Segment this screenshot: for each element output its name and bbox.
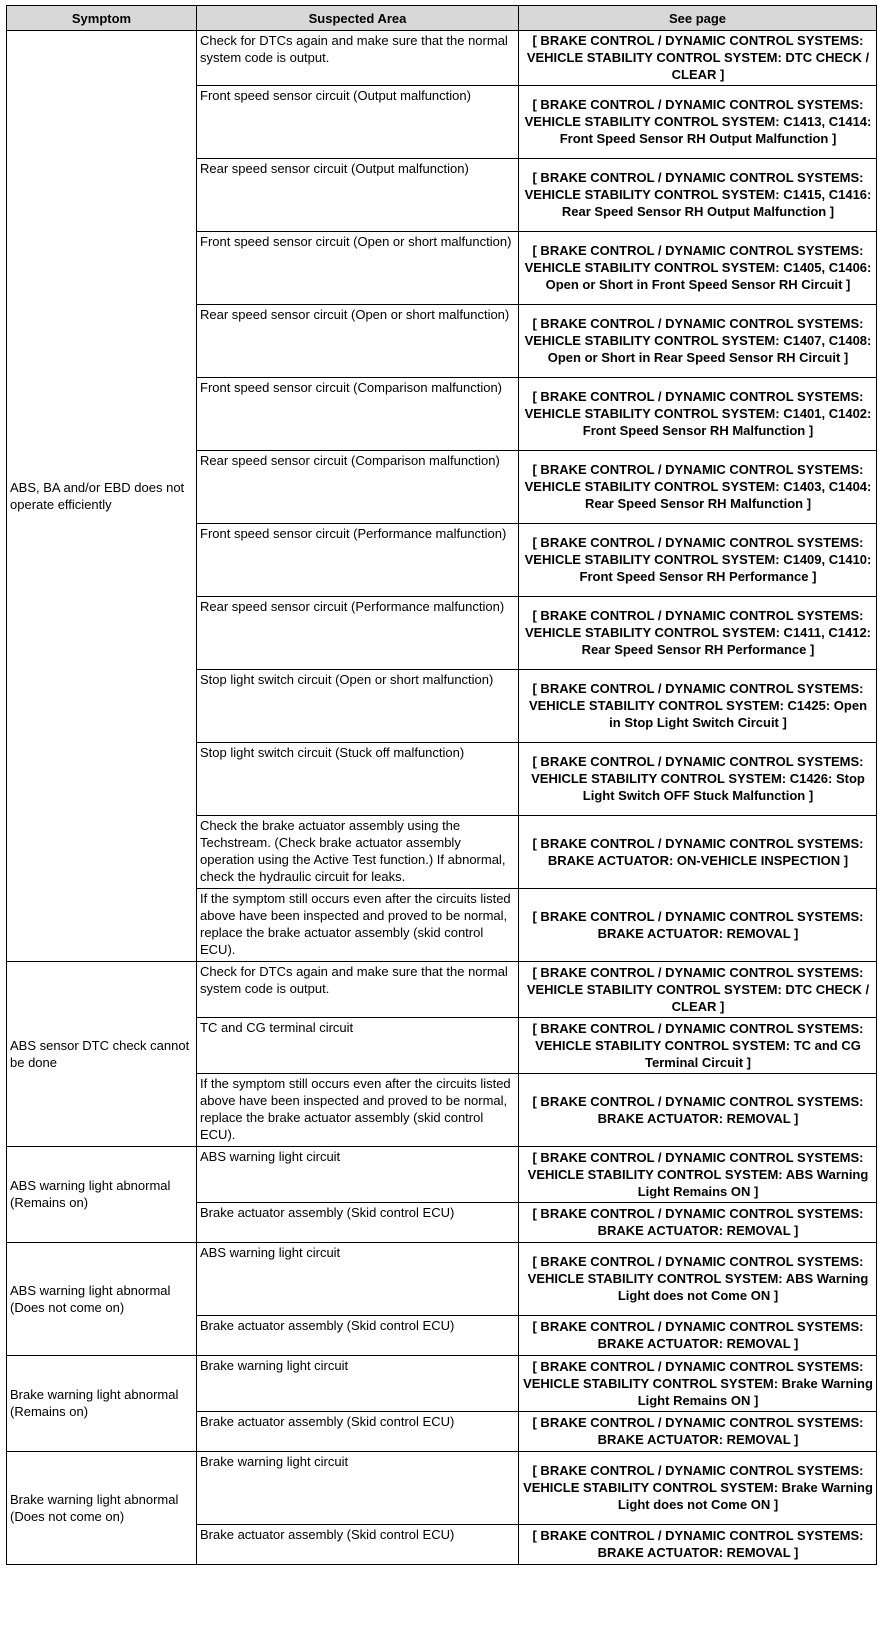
table-header xyxy=(7,6,877,31)
see-page-cell: [ BRAKE CONTROL / DYNAMIC CONTROL SYSTEMS: VEHICLE STABILITY CONTROL SYSTEM: TC and CG Terminal Circuit ] xyxy=(519,1018,877,1074)
suspected-area-cell: Front speed sensor circuit (Open or short malfunction) xyxy=(197,232,519,305)
symptom-cell: ABS, BA and/or EBD does not operate efficiently xyxy=(7,31,197,962)
see-page-cell: [ BRAKE CONTROL / DYNAMIC CONTROL SYSTEMS: VEHICLE STABILITY CONTROL SYSTEM: C1403, C1404: Rear Speed Sensor RH Malfunction ] xyxy=(519,451,877,524)
suspected-area-cell: If the symptom still occurs even after the circuits listed above have been inspected and proved to be normal, replace the brake actuator assembly (skid control ECU). xyxy=(197,889,519,962)
suspected-area-cell: ABS warning light circuit xyxy=(197,1243,519,1316)
suspected-area-cell: TC and CG terminal circuit xyxy=(197,1018,519,1074)
see-page-cell: [ BRAKE CONTROL / DYNAMIC CONTROL SYSTEMS: VEHICLE STABILITY CONTROL SYSTEM: ABS Warning Light Remains ON ] xyxy=(519,1147,877,1203)
suspected-area-cell: Rear speed sensor circuit (Performance malfunction) xyxy=(197,597,519,670)
see-page-cell: [ BRAKE CONTROL / DYNAMIC CONTROL SYSTEMS: VEHICLE STABILITY CONTROL SYSTEM: DTC CHECK / CLEAR ] xyxy=(519,962,877,1018)
see-page-cell: [ BRAKE CONTROL / DYNAMIC CONTROL SYSTEMS: VEHICLE STABILITY CONTROL SYSTEM: C1401, C1402: Front Speed Sensor RH Malfunction ] xyxy=(519,378,877,451)
suspected-area-cell: Brake actuator assembly (Skid control ECU) xyxy=(197,1316,519,1356)
table-body xyxy=(7,31,877,1565)
suspected-area-cell: Front speed sensor circuit (Output malfunction) xyxy=(197,86,519,159)
symptom-cell: ABS warning light abnormal (Remains on) xyxy=(7,1147,197,1243)
table-row xyxy=(7,31,877,86)
suspected-area-cell: Front speed sensor circuit (Comparison malfunction) xyxy=(197,378,519,451)
problem-symptoms-table xyxy=(6,5,877,1565)
suspected-area-cell: Check for DTCs again and make sure that the normal system code is output. xyxy=(197,962,519,1018)
table-row xyxy=(7,1356,877,1412)
suspected-area-cell: Brake actuator assembly (Skid control ECU) xyxy=(197,1525,519,1565)
see-page-cell: [ BRAKE CONTROL / DYNAMIC CONTROL SYSTEMS: BRAKE ACTUATOR: ON-VEHICLE INSPECTION ] xyxy=(519,816,877,889)
table-row xyxy=(7,1452,877,1525)
suspected-area-cell: Rear speed sensor circuit (Output malfunction) xyxy=(197,159,519,232)
see-page-cell: [ BRAKE CONTROL / DYNAMIC CONTROL SYSTEMS: VEHICLE STABILITY CONTROL SYSTEM: ABS Warning Light does not Come ON ] xyxy=(519,1243,877,1316)
see-page-cell: [ BRAKE CONTROL / DYNAMIC CONTROL SYSTEMS: VEHICLE STABILITY CONTROL SYSTEM: C1413, C1414: Front Speed Sensor RH Output Malfunction ] xyxy=(519,86,877,159)
suspected-area-cell: Rear speed sensor circuit (Open or short malfunction) xyxy=(197,305,519,378)
see-page-cell: [ BRAKE CONTROL / DYNAMIC CONTROL SYSTEMS: VEHICLE STABILITY CONTROL SYSTEM: DTC CHECK / CLEAR ] xyxy=(519,31,877,86)
suspected-area-cell: Brake warning light circuit xyxy=(197,1356,519,1412)
table-row xyxy=(7,1243,877,1316)
suspected-area-cell: If the symptom still occurs even after the circuits listed above have been inspected and proved to be normal, replace the brake actuator assembly (skid control ECU). xyxy=(197,1074,519,1147)
suspected-area-cell: ABS warning light circuit xyxy=(197,1147,519,1203)
table-row xyxy=(7,962,877,1018)
see-page-cell: [ BRAKE CONTROL / DYNAMIC CONTROL SYSTEMS: VEHICLE STABILITY CONTROL SYSTEM: C1411, C1412: Rear Speed Sensor RH Performance ] xyxy=(519,597,877,670)
see-page-cell: [ BRAKE CONTROL / DYNAMIC CONTROL SYSTEMS: BRAKE ACTUATOR: REMOVAL ] xyxy=(519,889,877,962)
suspected-area-cell: Stop light switch circuit (Open or short malfunction) xyxy=(197,670,519,743)
see-page-cell: [ BRAKE CONTROL / DYNAMIC CONTROL SYSTEMS: VEHICLE STABILITY CONTROL SYSTEM: C1415, C1416: Rear Speed Sensor RH Output Malfunction ] xyxy=(519,159,877,232)
suspected-area-cell: Check the brake actuator assembly using the Techstream. (Check brake actuator assembly operation using the Active Test function.) If abnormal, check the hydraulic circuit for leaks. xyxy=(197,816,519,889)
see-page-cell: [ BRAKE CONTROL / DYNAMIC CONTROL SYSTEMS: VEHICLE STABILITY CONTROL SYSTEM: C1407, C1408: Open or Short in Rear Speed Sensor RH Circuit ] xyxy=(519,305,877,378)
see-page-cell: [ BRAKE CONTROL / DYNAMIC CONTROL SYSTEMS: VEHICLE STABILITY CONTROL SYSTEM: C1405, C1406: Open or Short in Front Speed Sensor RH Circuit ] xyxy=(519,232,877,305)
see-page-cell: [ BRAKE CONTROL / DYNAMIC CONTROL SYSTEMS: BRAKE ACTUATOR: REMOVAL ] xyxy=(519,1203,877,1243)
see-page-cell: [ BRAKE CONTROL / DYNAMIC CONTROL SYSTEMS: BRAKE ACTUATOR: REMOVAL ] xyxy=(519,1525,877,1565)
symptom-cell: Brake warning light abnormal (Does not come on) xyxy=(7,1452,197,1565)
symptom-cell: ABS warning light abnormal (Does not come on) xyxy=(7,1243,197,1356)
header-symptom: Symptom xyxy=(7,6,197,31)
symptom-cell: Brake warning light abnormal (Remains on) xyxy=(7,1356,197,1452)
table-row xyxy=(7,1147,877,1203)
suspected-area-cell: Brake warning light circuit xyxy=(197,1452,519,1525)
see-page-cell: [ BRAKE CONTROL / DYNAMIC CONTROL SYSTEMS: VEHICLE STABILITY CONTROL SYSTEM: C1409, C1410: Front Speed Sensor RH Performance ] xyxy=(519,524,877,597)
see-page-cell: [ BRAKE CONTROL / DYNAMIC CONTROL SYSTEMS: VEHICLE STABILITY CONTROL SYSTEM: Brake Warning Light does not Come ON ] xyxy=(519,1452,877,1525)
suspected-area-cell: Check for DTCs again and make sure that the normal system code is output. xyxy=(197,31,519,86)
see-page-cell: [ BRAKE CONTROL / DYNAMIC CONTROL SYSTEMS: BRAKE ACTUATOR: REMOVAL ] xyxy=(519,1074,877,1147)
suspected-area-cell: Stop light switch circuit (Stuck off malfunction) xyxy=(197,743,519,816)
see-page-cell: [ BRAKE CONTROL / DYNAMIC CONTROL SYSTEMS: VEHICLE STABILITY CONTROL SYSTEM: C1425: Open in Stop Light Switch Circuit ] xyxy=(519,670,877,743)
suspected-area-cell: Brake actuator assembly (Skid control ECU) xyxy=(197,1203,519,1243)
suspected-area-cell: Rear speed sensor circuit (Comparison malfunction) xyxy=(197,451,519,524)
see-page-cell: [ BRAKE CONTROL / DYNAMIC CONTROL SYSTEMS: VEHICLE STABILITY CONTROL SYSTEM: Brake Warning Light Remains ON ] xyxy=(519,1356,877,1412)
suspected-area-cell: Front speed sensor circuit (Performance malfunction) xyxy=(197,524,519,597)
header-row xyxy=(7,6,877,31)
see-page-cell: [ BRAKE CONTROL / DYNAMIC CONTROL SYSTEMS: VEHICLE STABILITY CONTROL SYSTEM: C1426: Stop Light Switch OFF Stuck Malfunction ] xyxy=(519,743,877,816)
see-page-cell: [ BRAKE CONTROL / DYNAMIC CONTROL SYSTEMS: BRAKE ACTUATOR: REMOVAL ] xyxy=(519,1316,877,1356)
symptom-cell: ABS sensor DTC check cannot be done xyxy=(7,962,197,1147)
see-page-cell: [ BRAKE CONTROL / DYNAMIC CONTROL SYSTEMS: BRAKE ACTUATOR: REMOVAL ] xyxy=(519,1412,877,1452)
header-suspected-area: Suspected Area xyxy=(197,6,519,31)
suspected-area-cell: Brake actuator assembly (Skid control ECU) xyxy=(197,1412,519,1452)
header-see-page: See page xyxy=(519,6,877,31)
